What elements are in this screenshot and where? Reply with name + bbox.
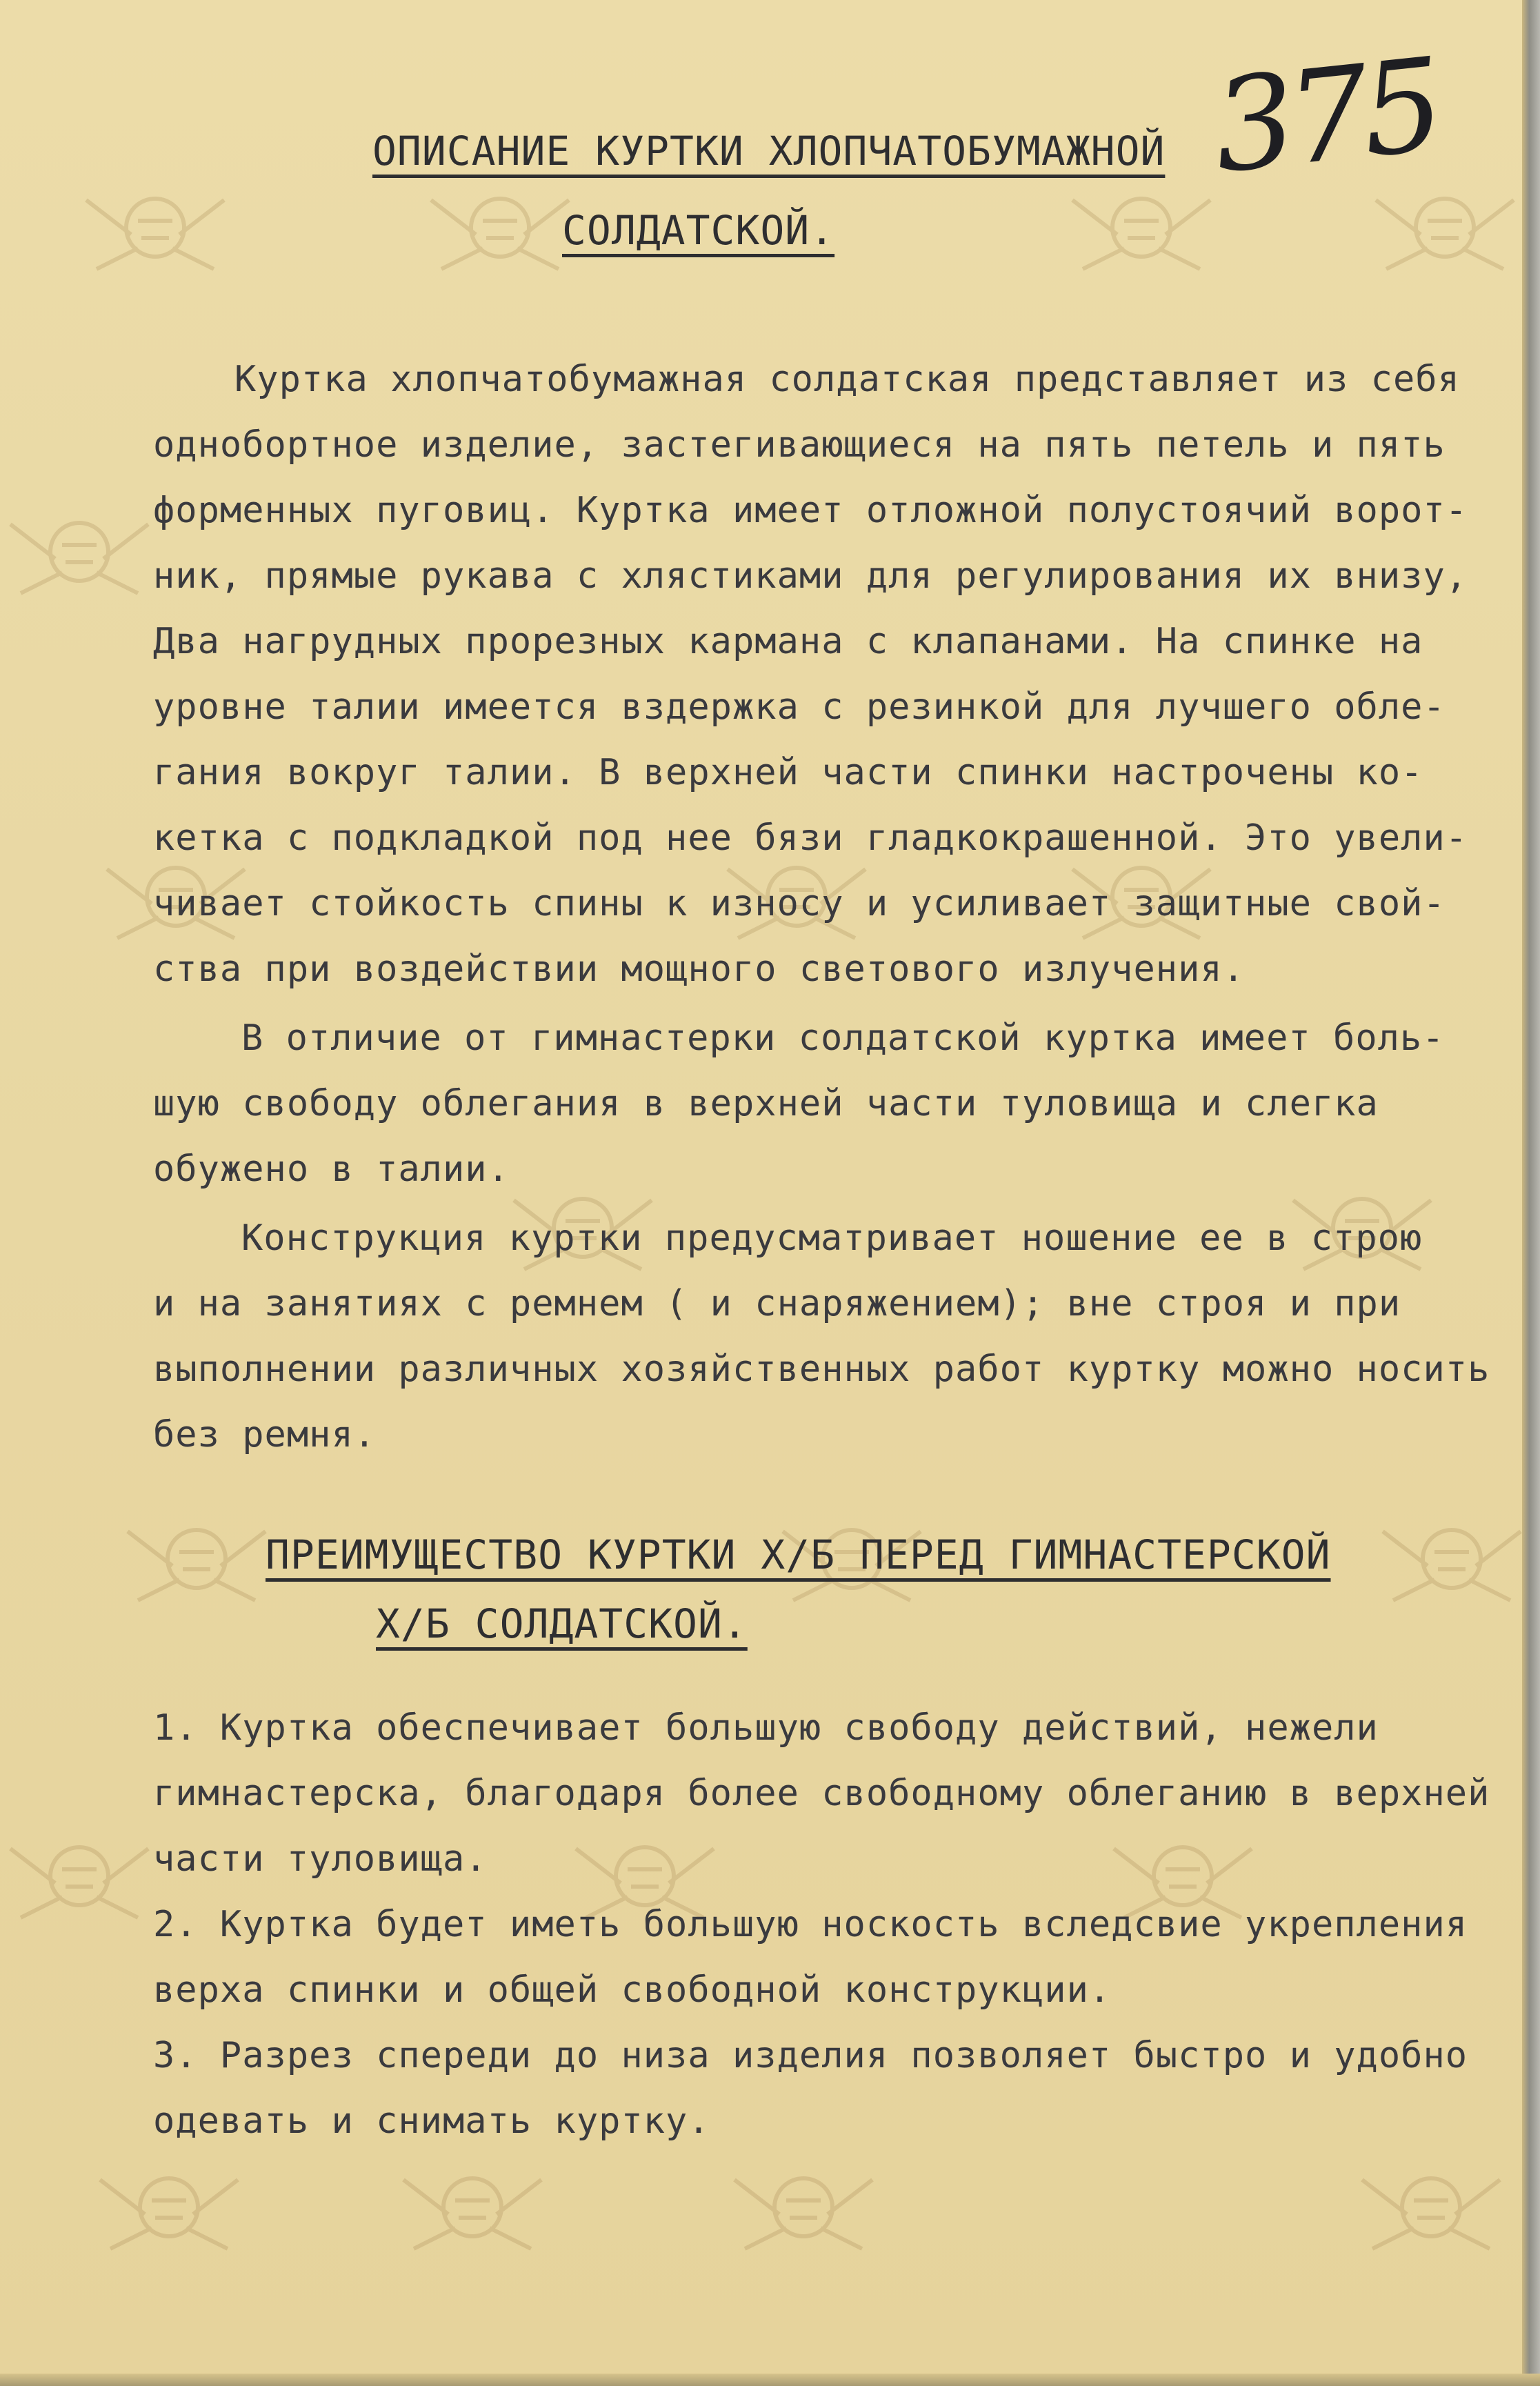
watermark-emblem-icon bbox=[1352, 2152, 1510, 2263]
description-line: уровне талии имеется вздержка с резинкой для лучшего обле- bbox=[153, 686, 1446, 728]
section-heading-line-2: Х/Б СОЛДАТСКОЙ. bbox=[376, 1600, 748, 1647]
advantage-line: 3. Разрез спереди до низа изделия позволяет быстро и удобно bbox=[153, 2035, 1468, 2076]
advantage-line: гимнастерска, благодаря более свободному облеганию в верхней bbox=[153, 1773, 1490, 1814]
watermark-emblem-icon bbox=[1366, 172, 1524, 283]
description-line: шую свободу облегания в верхней части туловища и слегка bbox=[153, 1083, 1379, 1124]
handwritten-page-number: 375 bbox=[1206, 30, 1444, 202]
description-line: выполнении различных хозяйственных работ куртку можно носить bbox=[153, 1349, 1490, 1390]
advantage-line: части туловища. bbox=[153, 1838, 488, 1880]
description-line: Куртка хлопчатобумажная солдатская представляет из себя bbox=[234, 359, 1460, 400]
description-line: Два нагрудных прорезных кармана с клапанами. На спинке на bbox=[153, 621, 1423, 662]
page-bottom-edge bbox=[0, 2374, 1540, 2386]
watermark-emblem-icon bbox=[90, 2152, 248, 2263]
description-line: гания вокруг талии. В верхней части спинки настрочены ко- bbox=[153, 752, 1423, 793]
description-line: кетка с подкладкой под нее бязи гладкокрашенной. Это увели- bbox=[153, 817, 1468, 859]
section-heading-line-1: ПРЕИМУЩЕСТВО КУРТКИ Х/Б ПЕРЕД ГИМНАСТЕРСКОЙ bbox=[266, 1531, 1331, 1578]
watermark-emblem-icon bbox=[0, 497, 159, 607]
advantage-line: 1. Куртка обеспечивает большую свободу действий, нежели bbox=[153, 1707, 1379, 1749]
page-binding-edge bbox=[1522, 0, 1540, 2386]
document-title-line-2: СОЛДАТСКОЙ. bbox=[562, 207, 835, 254]
description-line: Конструкция куртки предусматривает ношение ее в строю bbox=[241, 1217, 1423, 1259]
watermark-emblem-icon bbox=[1062, 172, 1221, 283]
description-line: обужено в талии. bbox=[153, 1149, 510, 1190]
watermark-emblem-icon bbox=[117, 1504, 276, 1614]
description-line: чивает стойкость спины к износу и усиливает защитные свой- bbox=[153, 883, 1446, 924]
watermark-emblem-icon bbox=[421, 172, 579, 283]
watermark-emblem-icon bbox=[76, 172, 234, 283]
description-line: В отличие от гимнастерки солдатской куртка имеет боль- bbox=[241, 1017, 1445, 1059]
description-line: без ремня. bbox=[153, 1414, 377, 1455]
watermark-emblem-icon bbox=[724, 2152, 883, 2263]
description-line: и на занятиях с ремнем ( и снаряжением); вне строя и при bbox=[153, 1283, 1401, 1324]
description-line: однобортное изделие, застегивающиеся на пять петель и пять bbox=[153, 424, 1446, 466]
description-line: форменных пуговиц. Куртка имеет отложной полустоячий ворот- bbox=[153, 490, 1468, 531]
advantage-line: верха спинки и общей свободной конструкции. bbox=[153, 1969, 1112, 2011]
advantage-line: одевать и снимать куртку. bbox=[153, 2100, 710, 2142]
watermark-emblem-icon bbox=[393, 2152, 552, 2263]
watermark-emblem-icon bbox=[1372, 1504, 1531, 1614]
description-line: ства при воздействии мощного светового излучения. bbox=[153, 948, 1246, 990]
advantage-line: 2. Куртка будет иметь большую носкость вследсвие укрепления bbox=[153, 1904, 1468, 1945]
description-line: ник, прямые рукава с хлястиками для регулирования их внизу, bbox=[153, 555, 1468, 597]
document-title-line-1: ОПИСАНИЕ КУРТКИ ХЛОПЧАТОБУМАЖНОЙ bbox=[372, 128, 1166, 175]
watermark-emblem-icon bbox=[0, 1821, 159, 1931]
